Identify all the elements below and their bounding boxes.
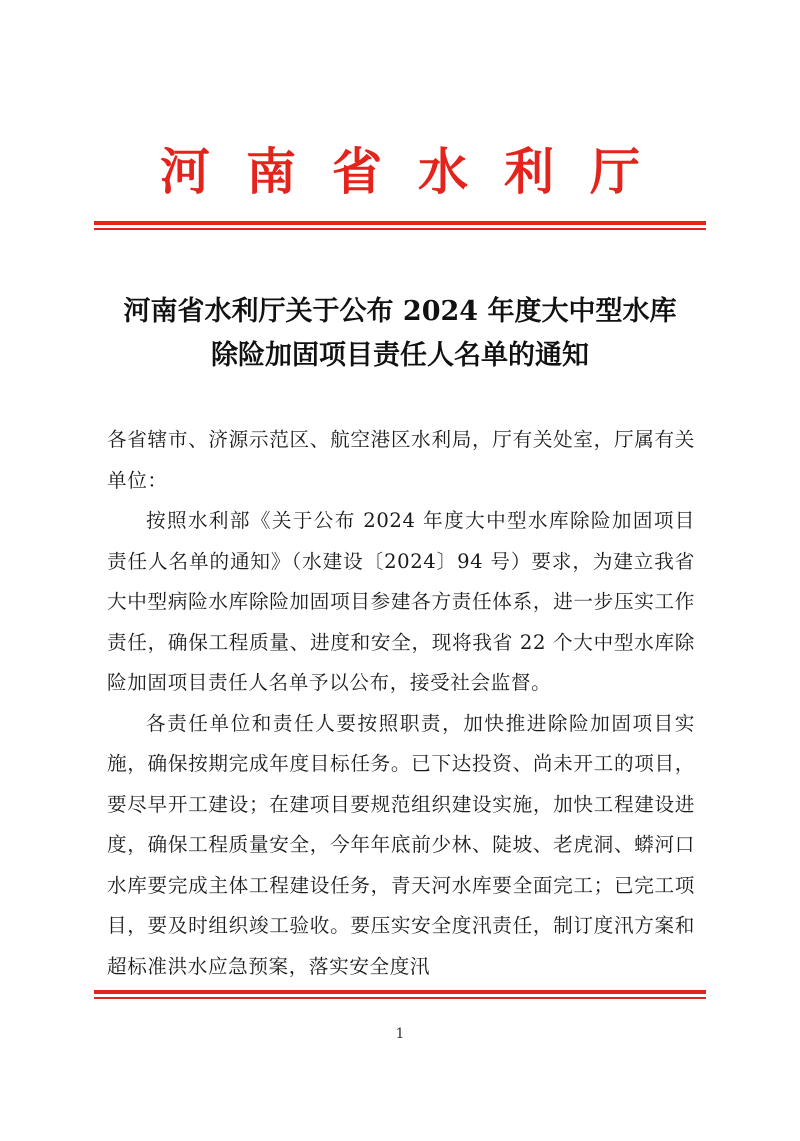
footer-divider-thin bbox=[94, 997, 706, 999]
document-title-line-1: 河南省水利厅关于公布 2024 年度大中型水库 bbox=[123, 296, 677, 327]
page-number: 1 bbox=[395, 1026, 405, 1042]
body-paragraph-2: 各责任单位和责任人要按照职责，加快推进除险加固项目实施，确保按期完成年度目标任务。已下达投资、尚未开工的项目，要尽早开工建设；在建项目要规范组织建设实施，加快工程建设进度，确保工程质量安全，今年年底前少林、陡坡、老虎洞、蟒河口水库要完成主体工程建设任务，青天河水库要全面完工；已完工项目，要及时组织竣工验收。要压实安全度汛责任，制订度汛方案和超标准洪水应急预案，落实安全度汛 bbox=[107, 711, 695, 978]
masthead-divider-thick bbox=[94, 221, 706, 225]
document-title-line-2: 除险加固项目责任人名单的通知 bbox=[211, 340, 589, 371]
salutation: 各省辖市、济源示范区、航空港区水利局，厅有关处室，厅属有关单位： bbox=[107, 428, 695, 492]
masthead-divider-thin bbox=[94, 228, 706, 230]
footer-divider-thick bbox=[94, 990, 706, 994]
document-body bbox=[107, 420, 695, 987]
agency-masthead: 河南省水利厅 bbox=[160, 142, 676, 201]
document-title bbox=[80, 290, 720, 378]
body-paragraph-1: 按照水利部《关于公布 2024 年度大中型水库除险加固项目责任人名单的通知》（水建设〔2024〕94 号）要求，为建立我省大中型病险水库除险加固项目参建各方责任体系，进一步压实工作责任，确保工程质量、进度和安全，现将我省 22 个大中型水库除险加固项目责任人名单予以公布，接受社会监督。 bbox=[107, 509, 695, 694]
